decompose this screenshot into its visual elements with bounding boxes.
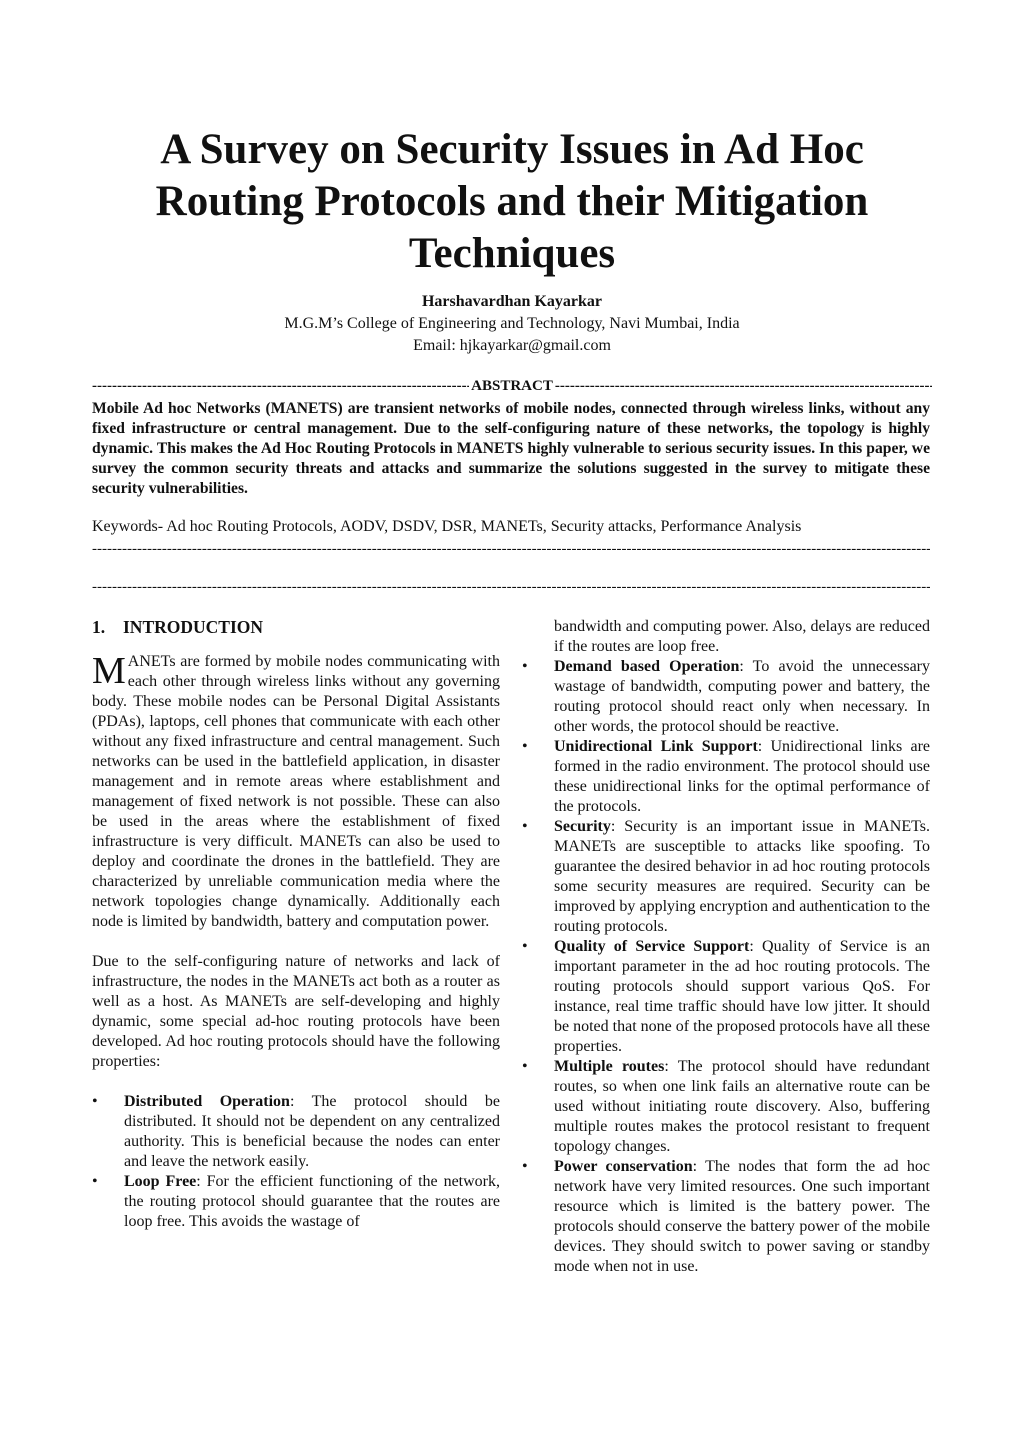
author-affiliation: M.G.M’s College of Engineering and Technology, Navi Mumbai, India: [284, 315, 740, 332]
property-term: Power conservation: [554, 1158, 693, 1175]
list-item: [522, 817, 930, 937]
bullet: •: [522, 738, 528, 755]
property-text: : Security is an important issue in MANETs. MANETs are susceptible to attacks like spoofing. To guarantee the desired behavior in ad hoc routing protocols some security measures are required. Security can be improved by applying encryption and authentication to the routing protocols.: [554, 818, 930, 935]
property-text: : The nodes that form the ad hoc network have very limited resources. One such important resource which is limited is the battery power. The protocols should conserve the battery power of the mobile devices. They should switch to power saving or standby mode when not in use.: [554, 1158, 931, 1275]
abstract-divider: [92, 377, 932, 395]
property-term: Loop Free: [124, 1173, 197, 1190]
abstract-text: Mobile Ad hoc Networks (MANETS) are transient networks of mobile nodes, connected through wireless links, without any fixed infrastructure or central management. Due to the self-configuring nature of these networks, the topology is highly dynamic. This makes the Ad Hoc Routing Protocols in MANETS highly vulnerable to serious security issues. In this paper, we survey the common security threats and attacks and summarize the solutions suggested in the survey to mitigate these security vulnerabilities.: [92, 400, 930, 497]
property-term: Multiple routes: [554, 1058, 665, 1075]
list-item: [92, 1172, 500, 1232]
property-text: : The protocol should be distributed. It should not be dependent on any centralized authority. This is beneficial because the nodes can enter and leave the network easily.: [124, 1093, 500, 1170]
divider-dashes-right: [555, 377, 932, 395]
right-column: [522, 617, 930, 1277]
list-item: [522, 1157, 930, 1277]
section-number: 1.: [92, 617, 106, 637]
list-item: [522, 657, 930, 737]
keywords-line: Keywords- Ad hoc Routing Protocols, AODV, DSDV, DSR, MANETs, Security attacks, Performance Analysis: [92, 518, 802, 535]
section-heading-introduction: [92, 616, 500, 638]
author-name: Harshavardhan Kayarkar: [421, 293, 602, 310]
properties-list-left: [92, 1092, 500, 1232]
abstract-label: ABSTRACT: [471, 378, 553, 394]
list-item: [522, 737, 930, 817]
intro-paragraph-2: Due to the self-configuring nature of networks and lack of infrastructure, the nodes in the MANETs act both as a router as well as a host. As MANETs are self-developing and highly dynamic, some special ad-hoc routing protocols have been developed. Ad hoc routing protocols should have the following properties:: [92, 953, 500, 1070]
property-term: Quality of Service Support: [554, 938, 750, 955]
bullet: •: [522, 818, 528, 835]
bullet: •: [522, 938, 528, 955]
property-text: : To avoid the unnecessary wastage of bandwidth, computing power and battery, the routing protocol should react only when necessary. In other words, the protocol should be reactive.: [554, 658, 931, 735]
bullet: •: [92, 1173, 98, 1190]
divider-dashes-left: [92, 377, 469, 395]
property-text: : Quality of Service is an important parameter in the ad hoc routing protocols. The routing protocols should support various QoS. For instance, real time traffic should have low jitter. It should be noted that none of the proposed protocols have all these properties.: [554, 938, 930, 1055]
section-title: INTRODUCTION: [123, 617, 264, 637]
bullet: •: [522, 658, 528, 675]
property-term: Demand based Operation: [554, 658, 740, 675]
property-text: : For the efficient functioning of the network, the routing protocol should guarantee that the routes are loop free. This avoids the wastage of: [124, 1173, 501, 1230]
property-term: Unidirectional Link Support: [554, 738, 758, 755]
intro-paragraph-1-text: ANETs are formed by mobile nodes communicating with each other through wireless links without any governing body. These mobile nodes can be Personal Digital Assistants (PDAs), laptops, cell phones that communicate with each other without any fixed infrastructure and central management. Such networks can be used in the battlefield application, in disaster management and in remote areas where establishment and management of fixed network is not possible. These can also be used in the areas where the establishment of fixed infrastructure is very difficult. MANETs can also be used to deploy and coordinate the drones in the battlefield. They are characterized by unreliable communication media where the network topologies change dynamically. Additionally each node is limited by bandwidth, battery and computation power.: [92, 653, 500, 930]
loop-free-continuation: bandwidth and computing power. Also, delays are reduced if the routes are loop free.: [554, 618, 930, 655]
keywords-rule: [92, 540, 930, 558]
section-rule: [92, 578, 930, 596]
property-term: Distributed Operation: [124, 1093, 290, 1110]
bullet: •: [92, 1093, 98, 1110]
intro-paragraph-1: [92, 652, 500, 932]
list-item: [522, 937, 930, 1057]
list-item: [522, 1057, 930, 1157]
left-column: [92, 616, 500, 1232]
bullet: •: [522, 1058, 528, 1075]
property-text: : The protocol should have redundant routes, so when one link fails an alternative route can be used without initiating route discovery. Also, buffering multiple routes makes the protocol resistant to frequent topology changes.: [554, 1058, 931, 1155]
drop-cap: M: [92, 650, 126, 692]
property-text: : Unidirectional links are formed in the radio environment. The protocol should use these unidirectional links for the optimal performance of the protocols.: [554, 738, 930, 815]
paper-title: A Survey on Security Issues in Ad Hoc Routing Protocols and their Mitigation Techniques: [155, 126, 869, 277]
property-term: Security: [554, 818, 611, 835]
bullet: •: [522, 1158, 528, 1175]
properties-list-right: [522, 657, 930, 1277]
author-email: Email: hjkayarkar@gmail.com: [413, 337, 611, 354]
list-item: [92, 1092, 500, 1172]
